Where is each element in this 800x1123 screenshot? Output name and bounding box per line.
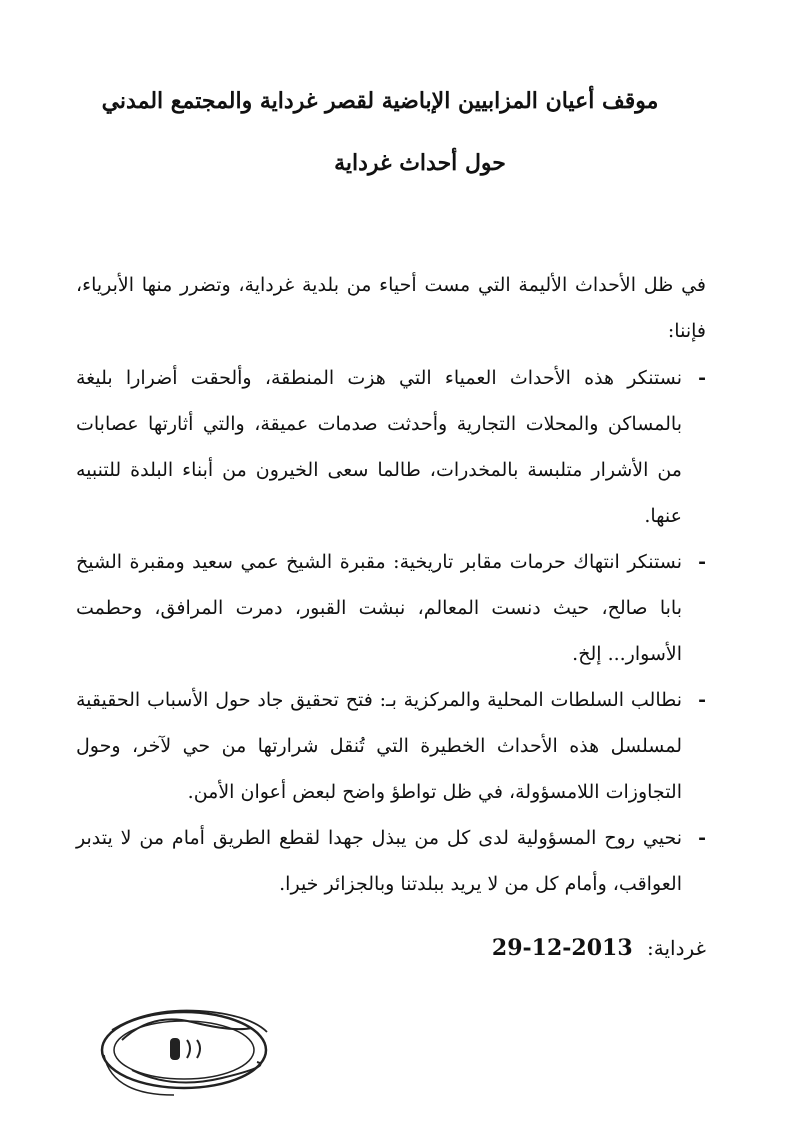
dash-bullet: -	[698, 827, 706, 849]
list-item-text: نستنكر انتهاك حرمات مقابر تاريخية: مقبرة الشيخ عمي سعيد ومقبرة الشيخ بابا صالح، حيث دنست المعالم، نبشت القبور، دمرت المرافق، وحطمت الأسوار... إلخ.	[76, 551, 682, 665]
place-label: غرداية:	[647, 936, 706, 960]
dash-bullet: -	[698, 551, 706, 573]
dash-bullet: -	[698, 689, 706, 711]
statement-list	[76, 355, 706, 907]
dash-bullet: -	[698, 367, 706, 389]
list-item-text: نطالب السلطات المحلية والمركزية بـ: فتح تحقيق جاد حول الأسباب الحقيقية لمسلسل هذه الأحداث الخطيرة التي تُنقل شرارتها من حي لآخر، وحول التجاوزات اللامسؤولة، في ظل تواطؤ واضح لبعض أعوان الأمن.	[76, 689, 682, 803]
seal-stamp-icon	[92, 1000, 282, 1100]
intro-paragraph: في ظل الأحداث الأليمة التي مست أحياء من بلدية غرداية، وتضرر منها الأبرياء، فإننا:	[76, 274, 706, 342]
list-item-text: نحيي روح المسؤولية لدى كل من يبذل جهدا لقطع الطريق أمام من لا يتدبر العواقب، وأمام كل من لا يريد ببلدتنا وبالجزائر خيرا.	[76, 827, 682, 895]
document-title: موقف أعيان المزابيين الإباضية لقصر غرداية والمجتمع المدني	[101, 88, 659, 114]
list-item	[76, 815, 706, 907]
document-date: 2013-12-29	[491, 935, 633, 961]
document-subtitle: حول أحداث غرداية	[334, 150, 506, 176]
list-item	[76, 677, 706, 815]
list-item-text: نستنكر هذه الأحداث العمياء التي هزت المنطقة، وألحقت أضرارا بليغة بالمساكن والمحلات التجارية وأحدثت صدمات عميقة، والتي أثارتها عصابات من الأشرار متلبسة بالمخدرات، طالما سعى الخيرون من أبناء البلدة للتنبيه عنها.	[76, 367, 682, 527]
list-item	[76, 355, 706, 539]
list-item	[76, 539, 706, 677]
place-date-line	[492, 935, 706, 961]
